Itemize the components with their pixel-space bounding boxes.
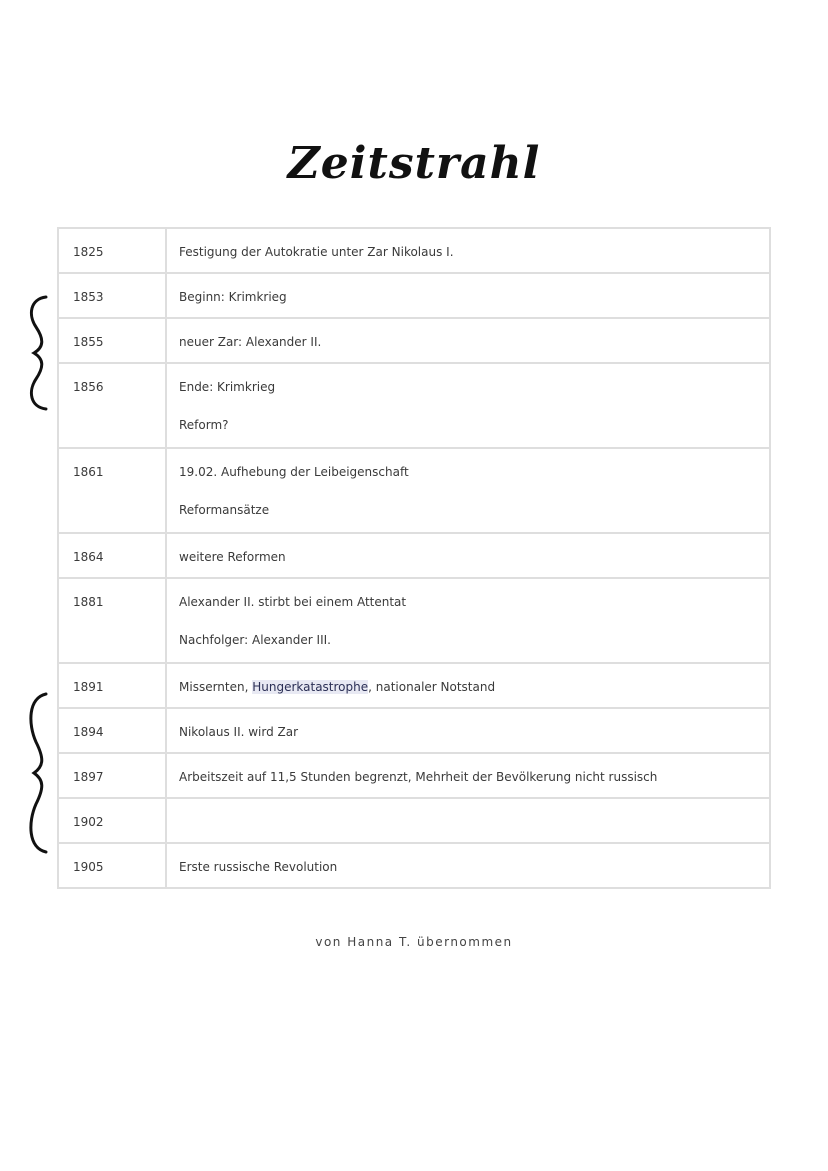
table-row [58,578,770,663]
event-text: Beginn: Krimkrieg [179,290,287,304]
year-cell: 1864 [58,533,166,578]
year-cell: 1825 [58,228,166,273]
table-row [58,798,770,843]
year-cell: 1861 [58,448,166,533]
event-cell [166,753,770,798]
table-row [58,228,770,273]
table-row [58,533,770,578]
event-text [179,680,769,694]
event-cell [166,318,770,363]
year-cell: 1891 [58,663,166,708]
event-cell [166,843,770,888]
event-text: Erste russische Revolution [179,860,338,874]
footer-credit: von Hanna T. übernommen [315,935,513,949]
event-cell [166,363,770,448]
event-text: Arbeitszeit auf 11,5 Stunden begrenzt, Mehrheit der Bevölkerung nicht russisch [179,770,658,784]
year-cell: 1897 [58,753,166,798]
event-text-part: , nationaler Notstand [368,680,496,694]
event-cell [166,798,770,843]
event-text: Ende: Krimkrieg [179,380,276,394]
table-row [58,753,770,798]
year-cell: 1856 [58,363,166,448]
event-cell [166,228,770,273]
year-cell: 1855 [58,318,166,363]
curly-brace-icon [22,293,52,413]
event-text: Nikolaus II. wird Zar [179,725,299,739]
year-cell: 1894 [58,708,166,753]
event-cell [166,448,770,533]
table-row [58,318,770,363]
table-row [58,363,770,448]
year-cell: 1853 [58,273,166,318]
event-text: Alexander II. stirbt bei einem Attentat [179,595,407,609]
event-text: weitere Reformen [179,550,286,564]
event-text: 19.02. Aufhebung der Leibeigenschaft [179,465,409,479]
timeline-table [57,227,771,889]
table-row [58,843,770,888]
year-cell: 1881 [58,578,166,663]
event-cell [166,708,770,753]
event-cell [166,533,770,578]
event-text: Nachfolger: Alexander III. [179,633,331,647]
table-row [58,663,770,708]
page-title: Zeitstrahl [287,138,541,189]
event-cell [166,578,770,663]
year-cell: 1905 [58,843,166,888]
event-text: Reformansätze [179,503,270,517]
year-cell: 1902 [58,798,166,843]
event-text: neuer Zar: Alexander II. [179,335,322,349]
event-text: Reform? [179,418,229,432]
table-row [58,448,770,533]
event-text: Festigung der Autokratie unter Zar Nikolaus I. [179,245,454,259]
table-row [58,708,770,753]
curly-brace-icon [22,690,52,856]
event-text-part: Missernten, [179,680,253,694]
highlighted-term: Hungerkatastrophe [252,680,369,694]
event-cell [166,663,770,708]
table-row [58,273,770,318]
event-cell [166,273,770,318]
